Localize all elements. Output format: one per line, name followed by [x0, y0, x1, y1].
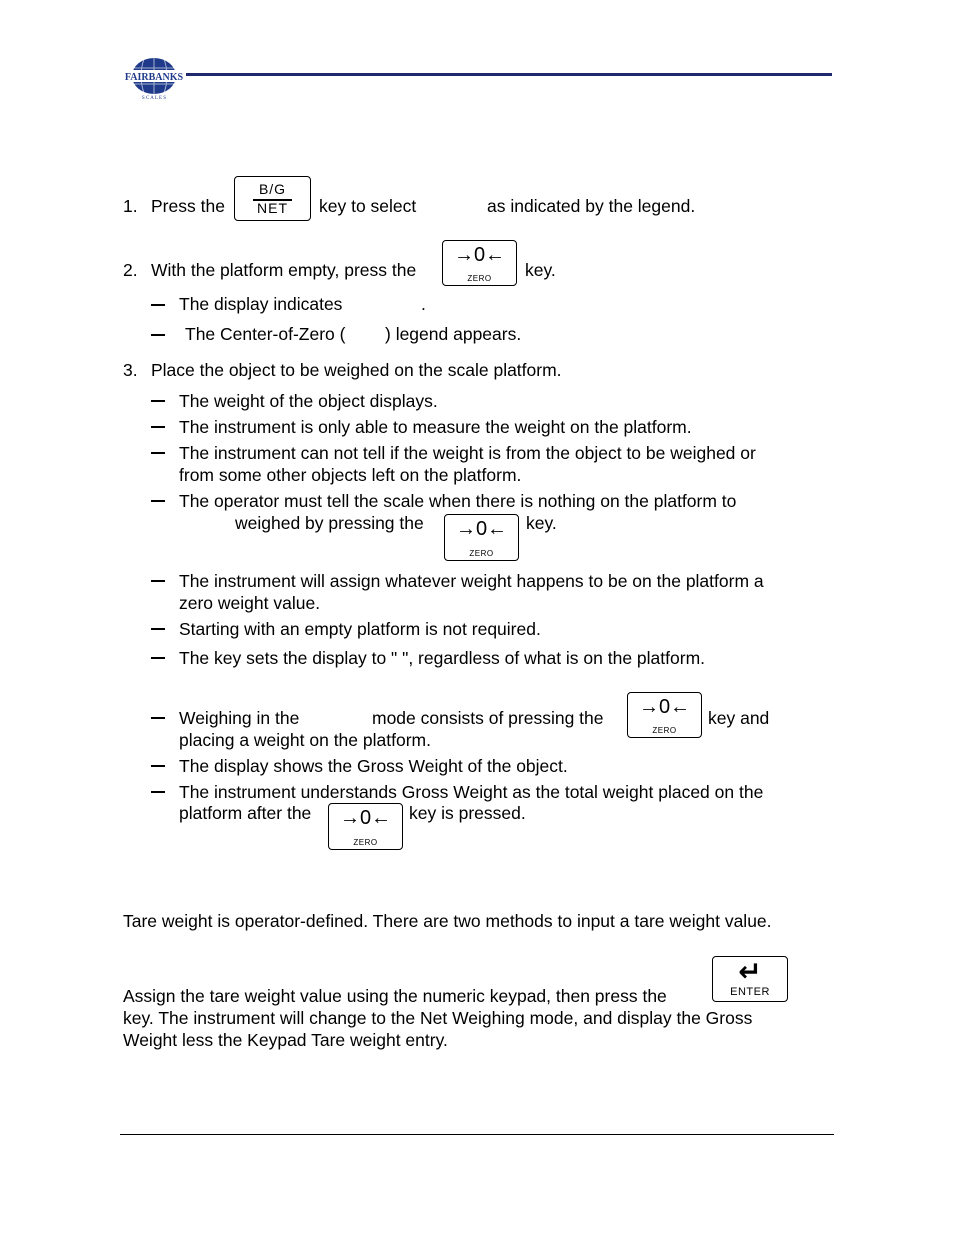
- step-3-number: 3.: [123, 360, 138, 380]
- dash-icon: [151, 791, 165, 793]
- svg-text:FAIRBANKS: FAIRBANKS: [124, 72, 184, 83]
- zero-key[interactable]: →0← ZERO: [442, 240, 517, 286]
- step-2-number: 2.: [123, 260, 138, 280]
- step-1-text-2: key to select: [319, 196, 417, 216]
- dash-icon: [151, 452, 165, 454]
- step-3-bullet-3: The instrument can not tell if the weight is from the object to be weighed or: [179, 443, 756, 463]
- gross-bullet-1: Weighing in the: [179, 708, 300, 728]
- dash-icon: [151, 400, 165, 402]
- dash-icon: [151, 426, 165, 428]
- step-3-bullet-5-cont: zero weight value.: [179, 593, 321, 613]
- step-2-text-2: key.: [525, 260, 556, 280]
- step-2-bullet-1-end: .: [421, 294, 426, 314]
- tare-intro: Tare weight is operator-defined. There are two methods to input a tare weight value.: [123, 911, 772, 931]
- step-3-bullet-1: The weight of the object displays.: [179, 391, 438, 411]
- enter-key[interactable]: ↵ ENTER: [712, 956, 788, 1002]
- step-1-number: 1.: [123, 196, 138, 216]
- zero-icon: →0←: [638, 696, 691, 718]
- keypad-tare-line-3: Weight less the Keypad Tare weight entry.: [123, 1030, 448, 1050]
- gross-bullet-1-end: key and: [708, 708, 770, 728]
- dash-icon: [151, 717, 165, 719]
- gross-bullet-1-mid: mode consists of pressing the: [372, 708, 604, 728]
- step-2-bullet-1: The display indicates: [179, 294, 343, 314]
- gross-bullet-3: The instrument understands Gross Weight as the total weight placed on the: [179, 782, 764, 802]
- zero-icon: →0←: [339, 807, 392, 829]
- step-3-bullet-6: Starting with an empty platform is not required.: [179, 619, 541, 639]
- step-1-text: Press the: [151, 196, 225, 216]
- zero-icon: →0←: [453, 244, 506, 266]
- step-3-bullet-3-cont: from some other objects left on the platform.: [179, 465, 522, 485]
- zero-key[interactable]: →0← ZERO: [328, 803, 403, 850]
- step-3-bullet-7: The key sets the display to " ", regardless of what is on the platform.: [179, 648, 706, 668]
- dash-icon: [151, 580, 165, 582]
- step-3-bullet-4-cont: weighed by pressing the: [235, 513, 424, 533]
- gross-bullet-3-end: key is pressed.: [409, 803, 526, 823]
- svg-text:S C A L E S: S C A L E S: [141, 96, 167, 100]
- dash-icon: [151, 765, 165, 767]
- step-3-bullet-5: The instrument will assign whatever weight happens to be on the platform a: [179, 571, 764, 591]
- step-3-bullet-2: The instrument is only able to measure the weight on the platform.: [179, 417, 692, 437]
- step-2-bullet-2-end: ) legend appears.: [385, 324, 522, 344]
- dash-icon: [151, 304, 165, 306]
- dash-icon: [151, 500, 165, 502]
- step-2-bullet-2: The Center-of-Zero (: [185, 324, 346, 344]
- header-rule: [186, 73, 832, 76]
- zero-icon: →0←: [455, 518, 508, 540]
- step-3-bullet-4-end: key.: [526, 513, 557, 533]
- step-1-text-3: as indicated by the legend.: [487, 196, 696, 216]
- zero-key[interactable]: →0← ZERO: [444, 514, 519, 561]
- footer-rule: [120, 1134, 834, 1135]
- zero-key[interactable]: →0← ZERO: [627, 692, 702, 738]
- dash-icon: [151, 628, 165, 630]
- keypad-tare-line-1: Assign the tare weight value using the numeric keypad, then press the: [123, 986, 667, 1006]
- gross-bullet-1-cont: placing a weight on the platform.: [179, 730, 431, 750]
- gross-bullet-3-cont: platform after the: [179, 803, 312, 823]
- dash-icon: [151, 657, 165, 659]
- gross-bullet-2: The display shows the Gross Weight of the object.: [179, 756, 568, 776]
- enter-icon: ↵: [738, 956, 762, 987]
- step-3-bullet-4: The operator must tell the scale when there is nothing on the platform to: [179, 491, 737, 511]
- step-3-text: Place the object to be weighed on the scale platform.: [151, 360, 562, 380]
- dash-icon: [151, 334, 165, 336]
- step-2-text: With the platform empty, press the: [151, 260, 417, 280]
- fairbanks-logo: [124, 56, 184, 100]
- bg-net-key[interactable]: B/G NET: [234, 176, 311, 221]
- keypad-tare-line-2: key. The instrument will change to the Net Weighing mode, and display the Gross: [123, 1008, 753, 1028]
